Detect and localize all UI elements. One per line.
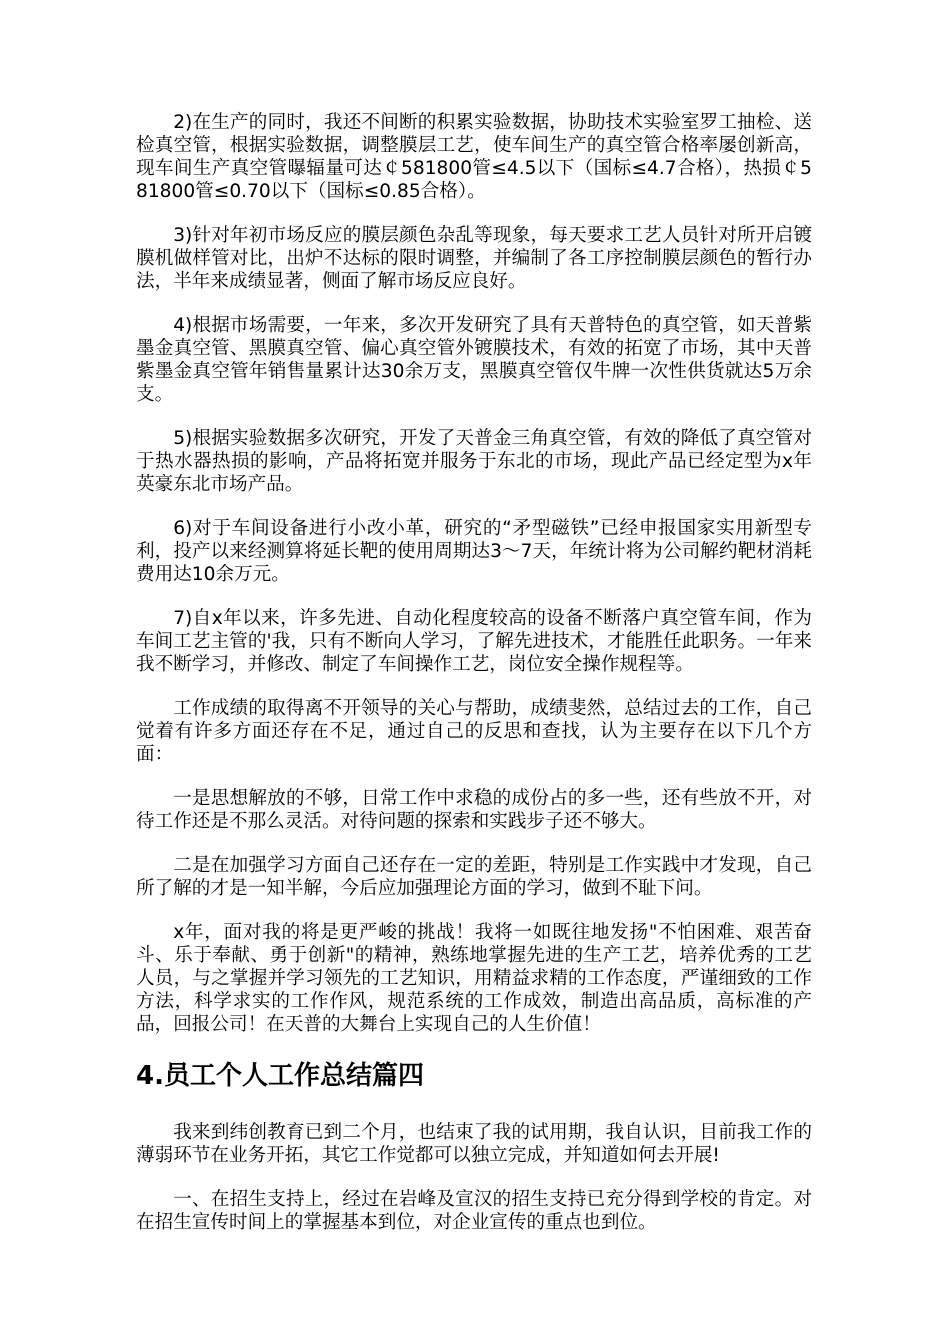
paragraph-outlook: x年，面对我的将是更严峻的挑战！我将一如既往地发扬"不怕困难、艰苦奋斗、乐于奉献、勇于创新"的精神，熟练地掌握先进的生产工艺，培养优秀的工艺人员，与之掌握并学习领先的工艺知识，用精益求精的工作态度，严谨细致的工作方法，科学求实的工作作风，规范系统的工作成效，制造出高品质，高标准的产品，回报公司！在天普的大舞台上实现自己的人生价值！ xyxy=(136,922,812,1035)
paragraph-item-4: 4)根据市场需要，一年来，多次开发研究了具有天普特色的真空管，如天普紫墨金真空管、黑膜真空管、偏心真空管外镀膜技术，有效的拓宽了市场，其中天普紫墨金真空管年销售量累计达30余万支，黑膜真空管仅牛牌一次性供货就达5万余支。 xyxy=(136,315,812,405)
paragraph-shortcoming-two: 二是在加强学习方面自己还存在一定的差距，特别是工作实践中才发现，自己所了解的才是一知半解，今后应加强理论方面的学习，做到不耻下问。 xyxy=(136,855,812,899)
paragraph-item-7: 7)自x年以来，许多先进、自动化程度较高的设备不断落户真空管车间，作为车间工艺主管的'我，只有不断向人学习，了解先进技术，才能胜任此职务。一年来我不断学习，并修改、制定了车间操作工艺，岗位安全操作规程等。 xyxy=(136,608,812,675)
paragraph-item-6: 6)对于车间设备进行小改小革，研究的“矛型磁铁”已经申报国家实用新型专利，投产以来经测算将延长靶的使用周期达3～7天，年统计将为公司解约靶材消耗费用达10余万元。 xyxy=(136,518,812,585)
paragraph-item-2: 2)在生产的同时，我还不间断的积累实验数据，协助技术实验室罗工抽检、送检真空管，根据实验数据，调整膜层工艺，使车间生产的真空管合格率屡创新高，现车间生产真空管曝辐量可达￠581800管≤4.5以下（国标≤4.7合格），热损￠581800管≤0.70以下（国标≤0.85合格）。 xyxy=(136,112,812,202)
paragraph-intro-section-four: 我来到纬创教育已到二个月，也结束了我的试用期，我自认识，目前我工作的薄弱环节在业务开拓，其它工作觉都可以独立完成，并知道如何去开展! xyxy=(136,1122,812,1166)
document-body xyxy=(136,111,812,1255)
paragraph-shortcomings-intro: 工作成绩的取得离不开领导的关心与帮助，成绩斐然，总结过去的工作，自己觉着有许多方面还存在不足，通过自己的反思和查找，认为主要存在以下几个方面： xyxy=(136,698,812,765)
paragraph-item-5: 5)根据实验数据多次研究，开发了天普金三角真空管，有效的降低了真空管对于热水器热损的影响，产品将拓宽并服务于东北的市场，现此产品已经定型为x年英豪东北市场产品。 xyxy=(136,428,812,495)
paragraph-enrollment-support: 一、在招生支持上，经过在岩峰及宣汉的招生支持已充分得到学校的肯定。对在招生宣传时间上的掌握基本到位，对企业宣传的重点也到位。 xyxy=(136,1189,812,1233)
paragraph-shortcoming-one: 一是思想解放的不够，日常工作中求稳的成份占的多一些，还有些放不开，对待工作还是不那么灵活。对待问题的探索和实践步子还不够大。 xyxy=(136,788,812,832)
section-heading: 4.员工个人工作总结篇四 xyxy=(136,1061,424,1091)
paragraph-item-3: 3)针对年初市场反应的膜层颜色杂乱等现象，每天要求工艺人员针对所开启镀膜机做样管对比，出炉不达标的限时调整，并编制了各工序控制膜层颜色的暂行办法，半年来成绩显著，侧面了解市场反应良好。 xyxy=(136,225,812,292)
